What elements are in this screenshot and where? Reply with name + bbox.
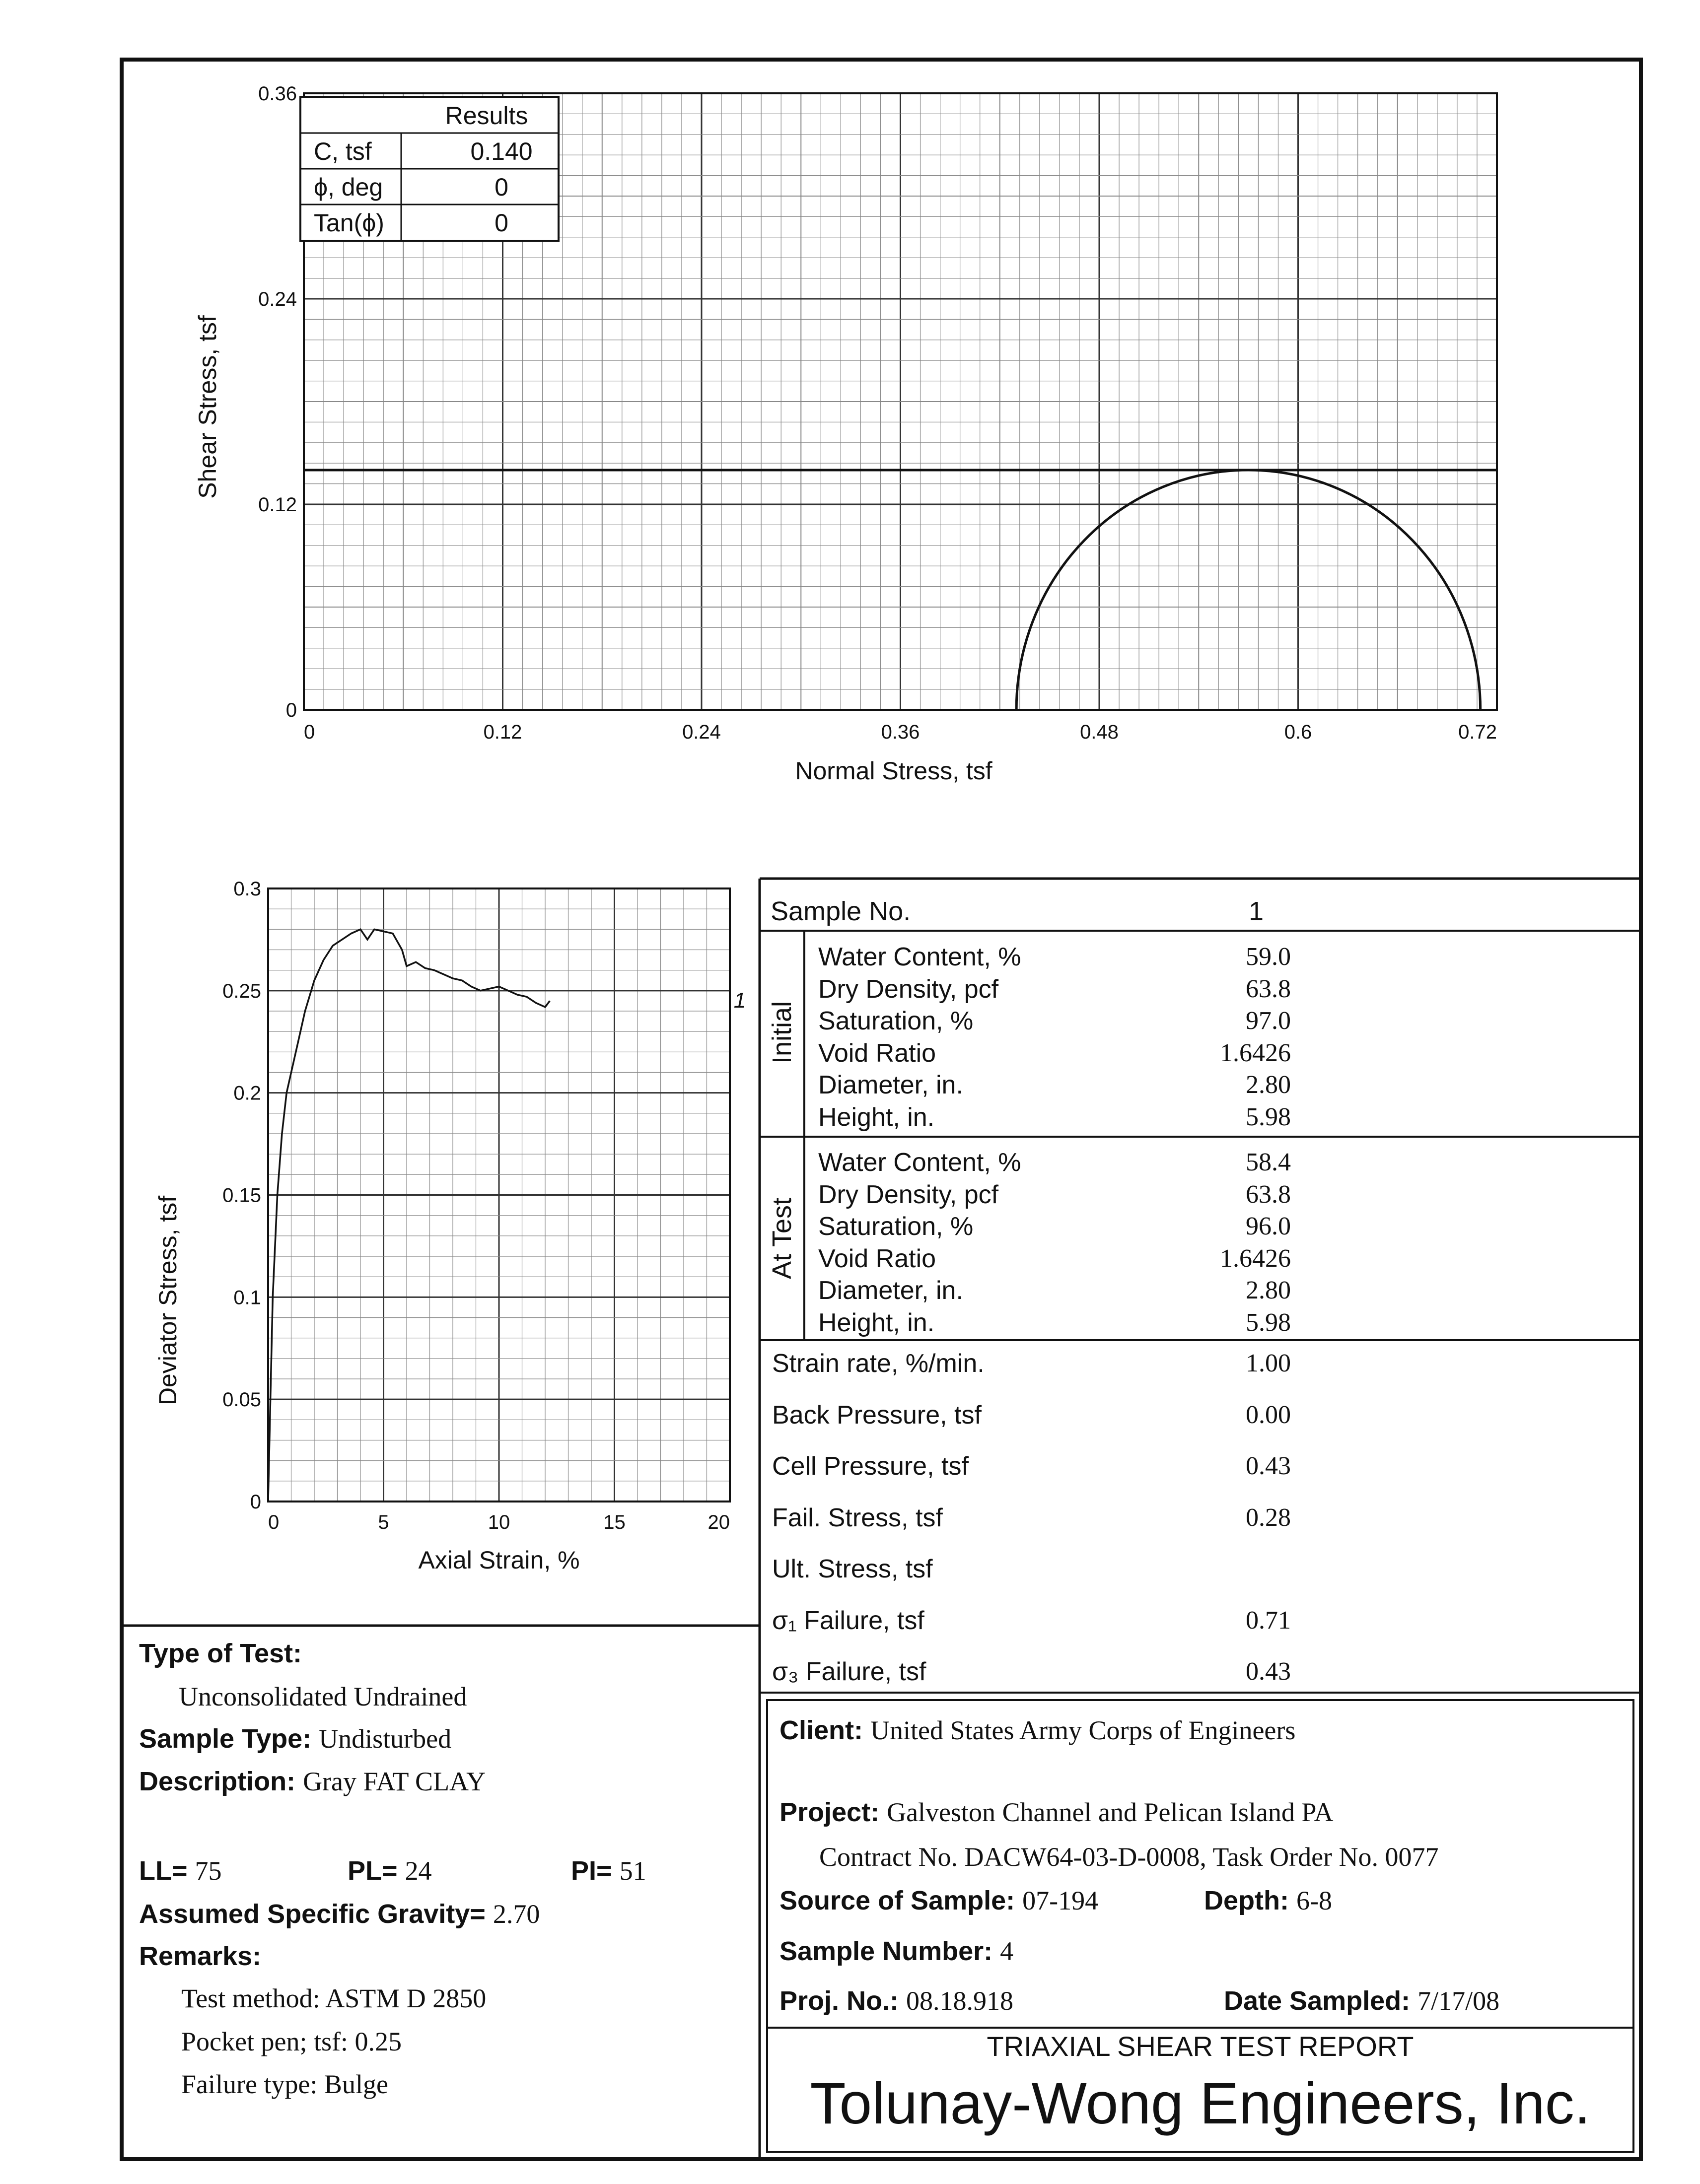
description-label: Description: <box>139 1767 296 1796</box>
date-sampled-line <box>1224 1985 1499 2016</box>
pl-value: 24 <box>405 1856 432 1886</box>
table-row-label: Back Pressure, tsf <box>772 1400 982 1430</box>
client-line <box>779 1715 1295 1746</box>
mohr-circle-chart <box>0 0 1700 844</box>
proj-no-value: 08.18.918 <box>906 1986 1014 2016</box>
table-row-value: 1.6426 <box>1220 1038 1291 1067</box>
stress-strain-chart <box>0 844 765 1588</box>
mohr-x-tick-label: 0.12 <box>483 721 522 743</box>
depth-label: Depth: <box>1204 1886 1289 1915</box>
project-value: Galveston Channel and Pelican Island PA <box>887 1797 1334 1827</box>
mohr-x-tick-label: 0.24 <box>682 721 721 743</box>
mohr-circle <box>1016 470 1481 710</box>
stress-strain-y-tick-label: 0.2 <box>233 1082 261 1104</box>
mohr-y-tick-label: 0.24 <box>258 288 297 310</box>
table-row-value: 5.98 <box>1246 1102 1291 1131</box>
pl-label: PL= <box>348 1856 398 1886</box>
table-row-value: 63.8 <box>1246 974 1291 1003</box>
date-sampled-label: Date Sampled: <box>1224 1986 1411 2016</box>
table-row-label: Diameter, in. <box>818 1071 963 1099</box>
remarks-label: Remarks: <box>139 1941 262 1971</box>
table-row-label: Saturation, % <box>818 1007 974 1035</box>
remark-line: Failure type: Bulge <box>181 2069 388 2099</box>
gravity-value: 2.70 <box>493 1899 540 1929</box>
project-line <box>779 1797 1333 1828</box>
stress-strain-x-tick-label: 10 <box>488 1511 510 1533</box>
mohr-x-tick-label: 0.6 <box>1284 721 1312 743</box>
description-value: Gray FAT CLAY <box>303 1767 486 1796</box>
stress-strain-y-tick-label: 0.25 <box>222 980 261 1002</box>
depth-value: 6-8 <box>1296 1886 1332 1915</box>
report-title: TRIAXIAL SHEAR TEST REPORT <box>987 2031 1414 2062</box>
results-tan-label: Tan(ϕ) <box>314 209 384 237</box>
remark-line: Pocket pen; tsf: 0.25 <box>181 2027 402 2056</box>
at-test-section-label: At Test <box>767 1197 797 1280</box>
table-row-value: 5.98 <box>1246 1308 1291 1337</box>
mohr-y-ticks <box>258 83 297 721</box>
sample-number-label: Sample Number: <box>779 1936 993 1966</box>
stress-strain-x-ticks <box>268 1511 730 1533</box>
table-row-label: Dry Density, pcf <box>818 1180 999 1209</box>
results-header: Results <box>445 102 528 130</box>
table-row-label: σ₁ Failure, tsf <box>772 1606 924 1635</box>
sample-no-label: Sample No. <box>771 896 911 926</box>
table-row-label: σ₃ Failure, tsf <box>772 1657 926 1686</box>
remark-line: Test method: ASTM D 2850 <box>181 1983 487 2013</box>
mohr-x-axis-label: Normal Stress, tsf <box>795 757 992 785</box>
initial-section-label: Initial <box>767 1001 797 1064</box>
table-row-label: Saturation, % <box>818 1212 974 1241</box>
depth-line <box>1204 1885 1332 1916</box>
description-line <box>139 1766 486 1797</box>
table-row-value: 58.4 <box>1246 1148 1291 1176</box>
type-of-test-value: Unconsolidated Undrained <box>179 1682 467 1711</box>
table-row-label: Fail. Stress, tsf <box>772 1503 943 1532</box>
table-row-value: 0.43 <box>1246 1657 1291 1686</box>
ll-value: 75 <box>195 1856 222 1886</box>
results-c-value: 0.140 <box>470 137 533 165</box>
mohr-x-tick-label: 0 <box>304 721 315 743</box>
client-value: United States Army Corps of Engineers <box>870 1715 1296 1745</box>
table-row-value: 59.0 <box>1246 943 1291 971</box>
sample-type-line <box>139 1723 451 1754</box>
stress-strain-x-tick-label: 15 <box>603 1511 626 1533</box>
table-row-label: Water Content, % <box>818 1148 1021 1177</box>
client-label: Client: <box>779 1715 863 1745</box>
stress-strain-x-tick-label: 0 <box>268 1511 280 1533</box>
stress-strain-x-axis-label: Axial Strain, % <box>418 1546 580 1574</box>
table-row-label: Water Content, % <box>818 943 1021 971</box>
table-row-label: Height, in. <box>818 1102 935 1132</box>
sample-number-value: 4 <box>1000 1936 1014 1966</box>
table-row-label: Void Ratio <box>818 1038 936 1068</box>
sample-type-label: Sample Type: <box>139 1724 312 1754</box>
results-phi-label: ϕ, deg <box>314 173 383 201</box>
pi-line <box>571 1855 646 1886</box>
table-row-value: 2.80 <box>1246 1071 1291 1099</box>
table-row-value: 63.8 <box>1246 1180 1291 1209</box>
table-row-value: 97.0 <box>1246 1007 1291 1035</box>
gravity-label: Assumed Specific Gravity= <box>139 1899 486 1929</box>
mohr-y-tick-label: 0 <box>285 699 297 721</box>
project-label: Project: <box>779 1797 880 1827</box>
mohr-x-ticks <box>304 721 1497 743</box>
results-phi-value: 0 <box>495 173 508 201</box>
stress-strain-x-tick-label: 20 <box>708 1511 730 1533</box>
contract-line: Contract No. DACW64-03-D-0008, Task Order No. 0077 <box>819 1842 1439 1872</box>
type-of-test-label: Type of Test: <box>139 1638 302 1668</box>
stress-strain-y-tick-label: 0.1 <box>233 1287 261 1309</box>
table-row-value: 96.0 <box>1246 1212 1291 1240</box>
stress-strain-x-tick-label: 5 <box>378 1511 389 1533</box>
table-row-label: Cell Pressure, tsf <box>772 1452 969 1481</box>
stress-strain-y-tick-label: 0.15 <box>222 1184 261 1207</box>
stress-strain-y-tick-label: 0.3 <box>233 878 261 900</box>
table-row-label: Void Ratio <box>818 1244 936 1273</box>
sample-no-value: 1 <box>1248 896 1264 926</box>
results-c-label: C, tsf <box>314 137 372 165</box>
table-row-label: Diameter, in. <box>818 1276 963 1305</box>
mohr-y-axis-label: Shear Stress, tsf <box>194 315 221 499</box>
table-row-value: 0.00 <box>1246 1400 1291 1429</box>
mohr-x-tick-label: 0.48 <box>1080 721 1119 743</box>
mohr-x-tick-label: 0.36 <box>881 721 920 743</box>
stress-strain-grid <box>268 888 730 1502</box>
mohr-x-tick-label: 0.72 <box>1458 721 1497 743</box>
gravity-line <box>139 1899 540 1929</box>
date-sampled-value: 7/17/08 <box>1417 1986 1500 2016</box>
results-tan-value: 0 <box>495 209 508 237</box>
table-row-value: 0.28 <box>1246 1503 1291 1532</box>
table-row-value: 0.71 <box>1246 1606 1291 1635</box>
ll-line <box>139 1855 222 1886</box>
pi-value: 51 <box>619 1856 646 1886</box>
table-row-label: Ult. Stress, tsf <box>772 1555 933 1583</box>
mohr-y-tick-label: 0.36 <box>258 83 297 105</box>
stress-strain-y-ticks <box>222 878 261 1513</box>
stress-strain-y-tick-label: 0 <box>250 1491 261 1513</box>
table-row-value: 0.43 <box>1246 1452 1291 1480</box>
company-name: Tolunay-Wong Engineers, Inc. <box>810 2071 1591 2136</box>
table-row-value: 2.80 <box>1246 1276 1291 1304</box>
proj-no-label: Proj. No.: <box>779 1986 899 2016</box>
table-row-label: Height, in. <box>818 1308 935 1337</box>
source-value: 07-194 <box>1022 1886 1099 1915</box>
table-row-label: Strain rate, %/min. <box>772 1349 985 1378</box>
mohr-y-tick-label: 0.12 <box>258 494 297 516</box>
table-row-label: Dry Density, pcf <box>818 974 999 1004</box>
stress-strain-y-tick-label: 0.05 <box>222 1389 261 1411</box>
table-row-value: 1.00 <box>1246 1349 1291 1377</box>
source-line <box>779 1885 1098 1916</box>
pl-line <box>348 1855 432 1886</box>
sample-type-value: Undisturbed <box>319 1724 452 1754</box>
stress-strain-curve-label: 1 <box>733 988 746 1013</box>
ll-label: LL= <box>139 1856 188 1886</box>
table-row-value: 1.6426 <box>1220 1244 1291 1273</box>
source-label: Source of Sample: <box>779 1886 1015 1915</box>
sample-number-line <box>779 1936 1013 1967</box>
stress-strain-y-axis-label: Deviator Stress, tsf <box>154 1195 182 1406</box>
pi-label: PI= <box>571 1856 612 1886</box>
results-table <box>300 97 559 241</box>
proj-no-line <box>779 1985 1013 2016</box>
